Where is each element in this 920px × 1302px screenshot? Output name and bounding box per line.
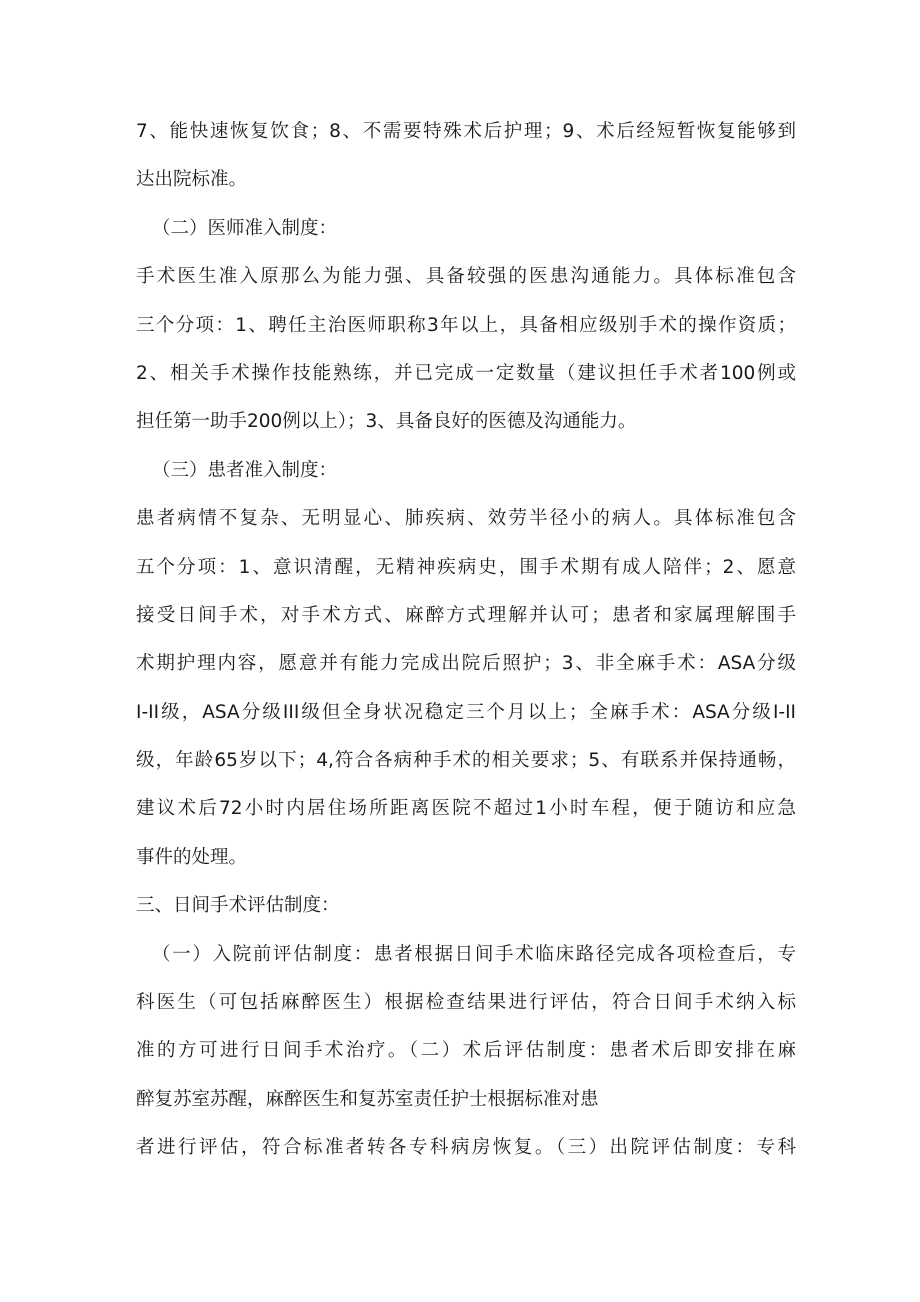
document-body [136, 108, 796, 1173]
text-line: 达出院标准。 [136, 169, 248, 191]
text-line: 7、能快速恢复饮食；8、不需要特殊术后护理；9、术后经短暂恢复能够到 [136, 121, 796, 142]
text-line: （一）入院前评估制度：患者根据日间手术临床路径完成各项检查后，专 [152, 943, 796, 965]
text-line: 手术医生准入原那么为能力强、具备较强的医患沟通能力。具体标准包含 [136, 266, 796, 288]
text-line: 建议术后72小时内居住场所距离医院不超过1小时车程，便于随访和应急 [136, 798, 796, 820]
text-line: 三个分项：1、聘任主治医师职称3年以上，具备相应级别手术的操作资质； [136, 314, 796, 336]
text-line: 级，年龄65岁以下；4,符合各病种手术的相关要求；5、有联系并保持通畅， [136, 750, 796, 772]
text-line: 事件的处理。 [136, 846, 248, 868]
text-line: 科医生（可包括麻醉医生）根据检查结果进行评估，符合日间手术纳入标 [136, 992, 796, 1014]
text-line: 担任第一助手200例以上）；3、具备良好的医德及沟通能力。 [136, 411, 637, 433]
text-line: （二）医师准入制度： [152, 217, 338, 239]
text-line: 准的方可进行日间手术治疗。（二）术后评估制度：患者术后即安排在麻 [136, 1040, 796, 1062]
text-line: 五个分项：1、意识清醒，无精神疾病史，围手术期有成人陪伴；2、愿意 [136, 556, 796, 578]
text-line: 2、相关手术操作技能熟练，并已完成一定数量（建议担任手术者100例或 [136, 362, 796, 384]
text-line: 醉复苏室苏醒，麻醉医生和复苏室责任护士根据标准对患 [136, 1088, 599, 1110]
text-line: 患者病情不复杂、无明显心、肺疾病、效劳半径小的病人。具体标准包含 [136, 508, 796, 530]
text-line: 接受日间手术，对手术方式、麻醉方式理解并认可；患者和家属理解围手 [136, 604, 796, 626]
text-line: 者进行评估，符合标准者转各专科病房恢复。（三）出院评估制度：专科 [136, 1137, 796, 1159]
text-line: （三）患者准入制度： [152, 459, 338, 481]
text-line: 术期护理内容，愿意并有能力完成出院后照护；3、非全麻手术：ASA分级 [136, 653, 796, 675]
text-line: I-II级，ASA分级III级但全身状况稳定三个月以上；全麻手术：ASA分级I-II [136, 701, 796, 723]
text-line: 三、日间手术评估制度： [136, 895, 340, 917]
